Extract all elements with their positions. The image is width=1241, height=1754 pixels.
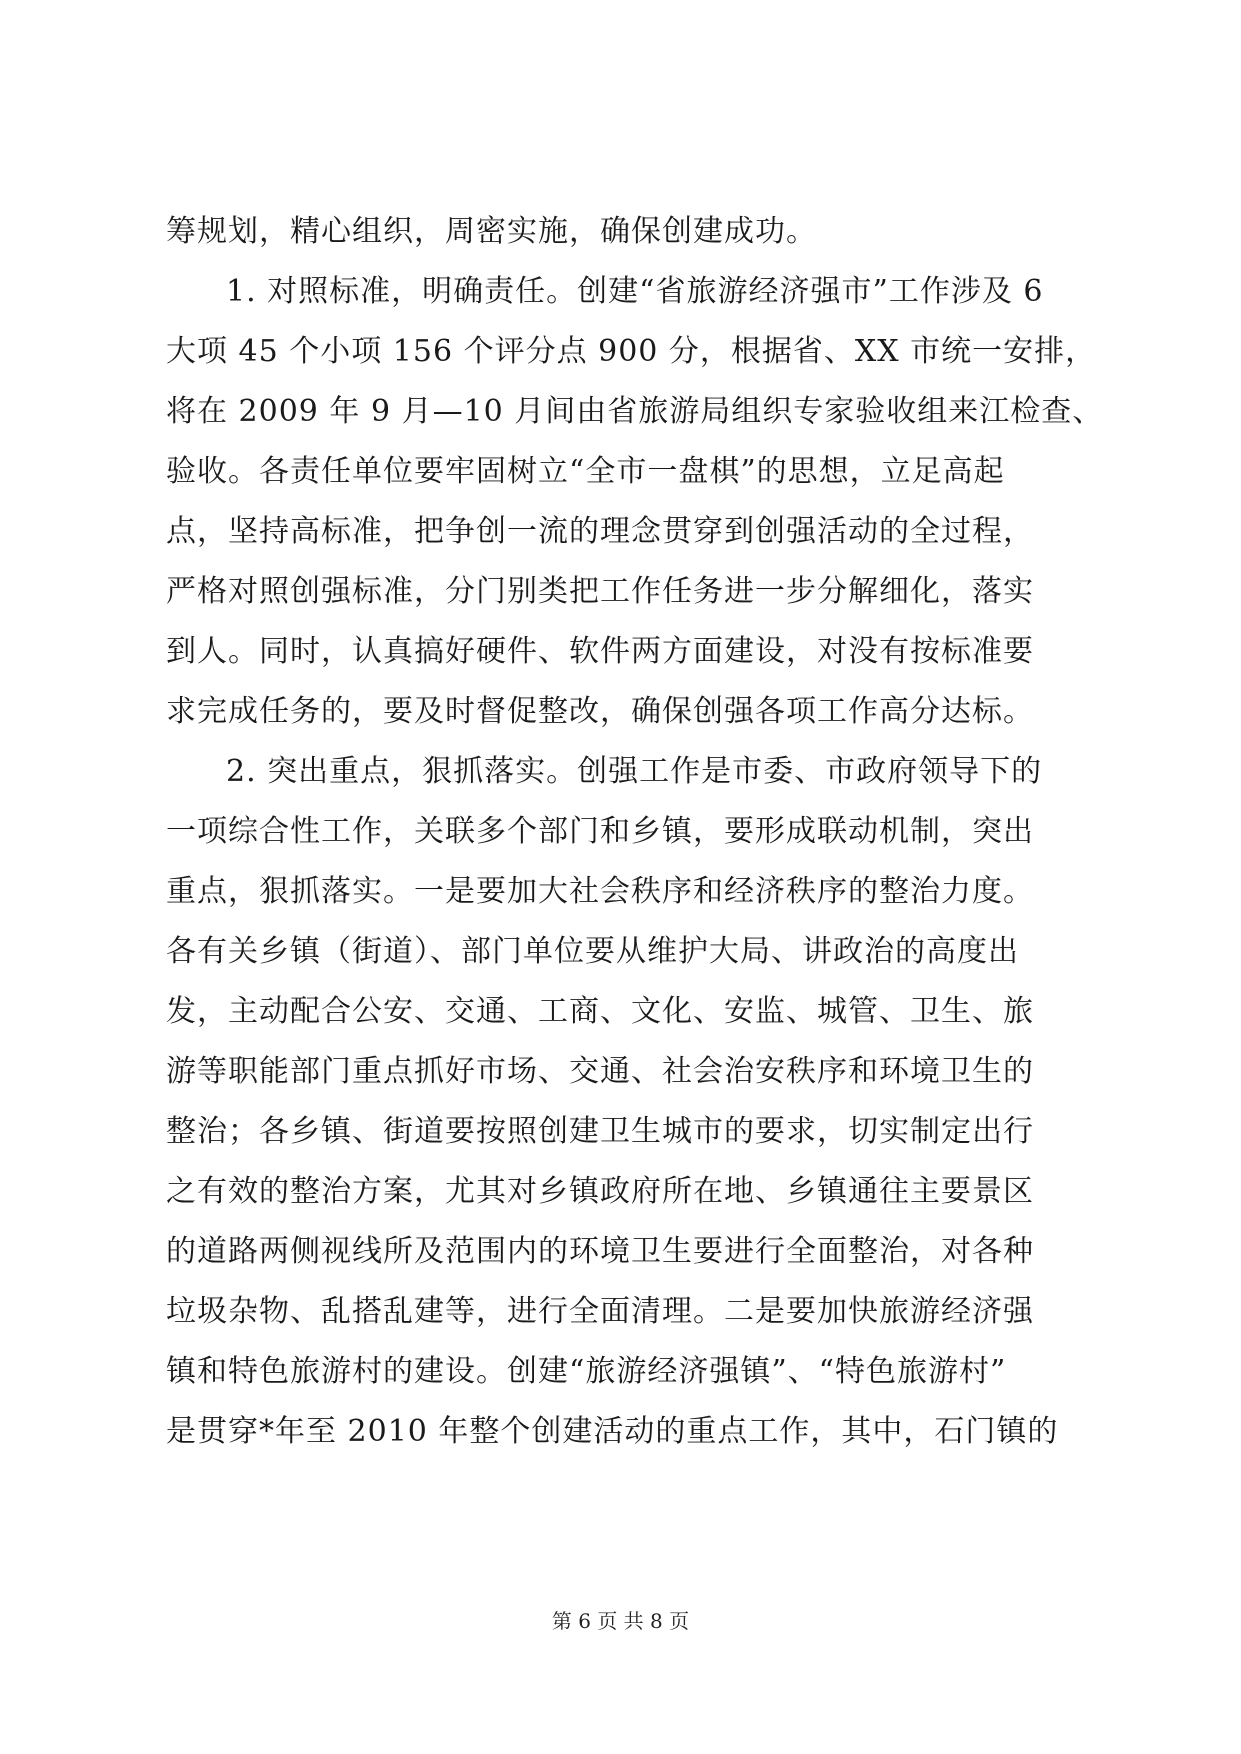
text-line: 镇和特色旅游村的建设。创建“旅游经济强镇”、“特色旅游村” [166,1354,1007,1389]
text-line: 大项 45 个小项 156 个评分点 900 分，根据省、XX 市统一安排， [166,334,1097,369]
text-line: 发，主动配合公安、交通、工商、文化、安监、城管、卫生、旅 [166,994,1034,1029]
text-line: 是贯穿*年至 2010 年整个创建活动的重点工作，其中，石门镇的 [166,1414,1059,1449]
text-line: 求完成任务的，要及时督促整改，确保创强各项工作高分达标。 [166,694,1034,729]
text-line: 游等职能部门重点抓好市场、交通、社会治安秩序和环境卫生的 [166,1054,1034,1089]
text-line: 之有效的整治方案，尤其对乡镇政府所在地、乡镇通往主要景区 [166,1174,1034,1209]
text-line: 将在 2009 年 9 月—10 月间由省旅游局组织专家验收组来江检查、 [166,394,1104,429]
text-line: 1. 对照标准，明确责任。创建“省旅游经济强市”工作涉及 6 [226,274,1044,309]
text-line: 重点，狠抓落实。一是要加大社会秩序和经济秩序的整治力度。 [166,874,1034,909]
text-line: 的道路两侧视线所及范围内的环境卫生要进行全面整治，对各种 [166,1234,1034,1269]
text-line: 严格对照创强标准，分门别类把工作任务进一步分解细化，落实 [166,574,1034,609]
text-line: 垃圾杂物、乱搭乱建等，进行全面清理。二是要加快旅游经济强 [166,1294,1034,1329]
text-line: 验收。各责任单位要牢固树立“全市一盘棋”的思想，立足高起 [166,454,1005,489]
text-line: 筹规划，精心组织，周密实施，确保创建成功。 [166,214,817,249]
text-line: 点，坚持高标准，把争创一流的理念贯穿到创强活动的全过程， [166,514,1034,549]
text-line: 一项综合性工作，关联多个部门和乡镇，要形成联动机制，突出 [166,814,1034,849]
page-number-footer: 第 6 页 共 8 页 [551,1609,690,1633]
body-text [166,202,1104,1462]
text-line: 2. 突出重点，狠抓落实。创强工作是市委、市政府领导下的 [226,754,1043,789]
text-line: 各有关乡镇（街道）、部门单位要从维护大局、讲政治的高度出 [166,934,1019,969]
text-line: 到人。同时，认真搞好硬件、软件两方面建设，对没有按标准要 [166,634,1034,669]
text-line: 整治；各乡镇、街道要按照创建卫生城市的要求，切实制定出行 [166,1114,1034,1149]
